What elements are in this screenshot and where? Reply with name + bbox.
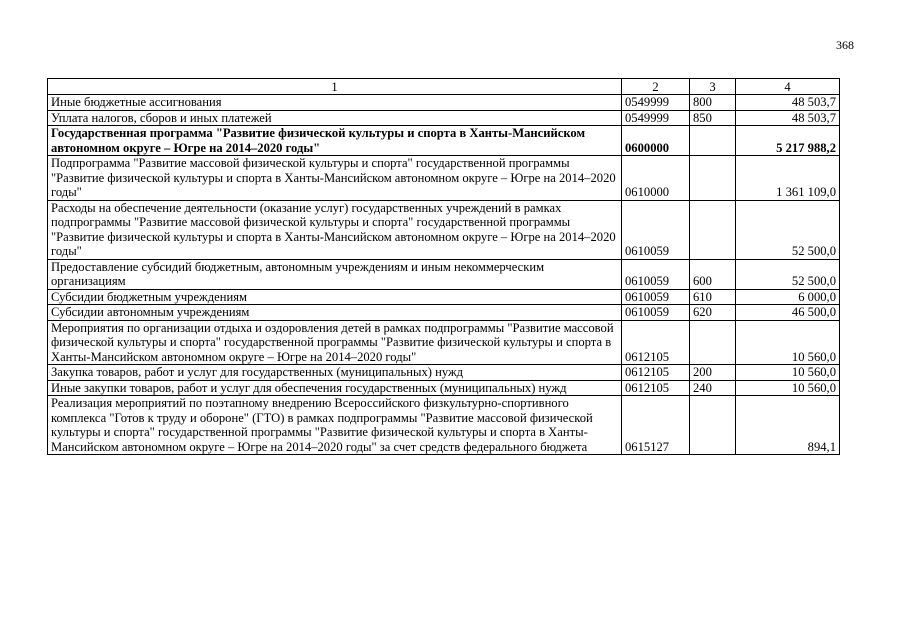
row-name-cell: Иные бюджетные ассигнования [48, 95, 622, 111]
header-cell-code: 2 [622, 79, 690, 95]
row-amount-cell: 894,1 [736, 396, 840, 455]
row-type-cell: 850 [690, 110, 736, 126]
row-amount-cell: 52 500,0 [736, 259, 840, 289]
table-row [48, 289, 840, 305]
row-amount-cell: 5 217 988,2 [736, 126, 840, 156]
row-type-cell [690, 320, 736, 365]
budget-table [47, 78, 840, 455]
row-type-cell [690, 396, 736, 455]
row-code-cell: 0615127 [622, 396, 690, 455]
row-code-cell: 0610059 [622, 305, 690, 321]
table-row [48, 320, 840, 365]
row-type-cell [690, 200, 736, 259]
table-row [48, 305, 840, 321]
row-name-cell: Субсидии бюджетным учреждениям [48, 289, 622, 305]
row-name-cell: Реализация мероприятий по поэтапному внедрению Всероссийского физкультурно-спортивного комплекса "Готов к труду и обороне" (ГТО) в рамках подпрограммы "Развитие массовой физической культуры и спорта" государственной программы "Развитие физической культуры и спорта в Ханты-Мансийском автономном округе – Югре на 2014–2020 годы" за счет средств федерального бюджета [48, 396, 622, 455]
table-row [48, 259, 840, 289]
header-cell-amount: 4 [736, 79, 840, 95]
table-row [48, 365, 840, 381]
row-amount-cell: 46 500,0 [736, 305, 840, 321]
row-name-cell: Уплата налогов, сборов и иных платежей [48, 110, 622, 126]
header-cell-name: 1 [48, 79, 622, 95]
row-type-cell: 600 [690, 259, 736, 289]
row-amount-cell: 10 560,0 [736, 320, 840, 365]
row-amount-cell: 48 503,7 [736, 110, 840, 126]
row-code-cell: 0610000 [622, 156, 690, 201]
table-row [48, 110, 840, 126]
row-code-cell: 0600000 [622, 126, 690, 156]
row-amount-cell: 10 560,0 [736, 365, 840, 381]
row-code-cell: 0610059 [622, 200, 690, 259]
row-type-cell [690, 126, 736, 156]
table-row [48, 126, 840, 156]
row-name-cell: Закупка товаров, работ и услуг для государственных (муниципальных) нужд [48, 365, 622, 381]
row-name-cell: Расходы на обеспечение деятельности (оказание услуг) государственных учреждений в рамках подпрограммы "Развитие массовой физической культуры и спорта" государственной программы "Развитие физической культуры и спорта в Ханты-Мансийском автономном округе – Югре на 2014–2020 годы" [48, 200, 622, 259]
row-amount-cell: 48 503,7 [736, 95, 840, 111]
row-amount-cell: 6 000,0 [736, 289, 840, 305]
header-cell-type: 3 [690, 79, 736, 95]
row-code-cell: 0549999 [622, 110, 690, 126]
table-row [48, 200, 840, 259]
table-row [48, 156, 840, 201]
page-number: 368 [836, 38, 854, 52]
row-code-cell: 0549999 [622, 95, 690, 111]
row-amount-cell: 10 560,0 [736, 380, 840, 396]
row-code-cell: 0610059 [622, 289, 690, 305]
row-code-cell: 0612105 [622, 320, 690, 365]
row-amount-cell: 1 361 109,0 [736, 156, 840, 201]
table-header-row [48, 79, 840, 95]
row-code-cell: 0610059 [622, 259, 690, 289]
row-name-cell: Мероприятия по организации отдыха и оздоровления детей в рамках подпрограммы "Развитие массовой физической культуры и спорта" государственной программы "Развитие физической культуры и спорта в Ханты-Мансийском автономном округе – Югре на 2014–2020 годы" [48, 320, 622, 365]
table-row [48, 396, 840, 455]
row-name-cell: Подпрограмма "Развитие массовой физической культуры и спорта" государственной программы "Развитие физической культуры и спорта в Ханты-Мансийском автономном округе – Югре на 2014–2020 годы" [48, 156, 622, 201]
row-name-cell: Государственная программа "Развитие физической культуры и спорта в Ханты-Мансийском автономном округе – Югре на 2014–2020 годы" [48, 126, 622, 156]
row-type-cell: 240 [690, 380, 736, 396]
row-code-cell: 0612105 [622, 365, 690, 381]
table-row [48, 380, 840, 396]
table-row [48, 95, 840, 111]
row-code-cell: 0612105 [622, 380, 690, 396]
row-type-cell: 800 [690, 95, 736, 111]
row-name-cell: Предоставление субсидий бюджетным, автономным учреждениям и иным некоммерческим организациям [48, 259, 622, 289]
row-type-cell: 620 [690, 305, 736, 321]
row-name-cell: Субсидии автономным учреждениям [48, 305, 622, 321]
row-name-cell: Иные закупки товаров, работ и услуг для обеспечения государственных (муниципальных) нужд [48, 380, 622, 396]
row-type-cell [690, 156, 736, 201]
row-amount-cell: 52 500,0 [736, 200, 840, 259]
row-type-cell: 610 [690, 289, 736, 305]
row-type-cell: 200 [690, 365, 736, 381]
